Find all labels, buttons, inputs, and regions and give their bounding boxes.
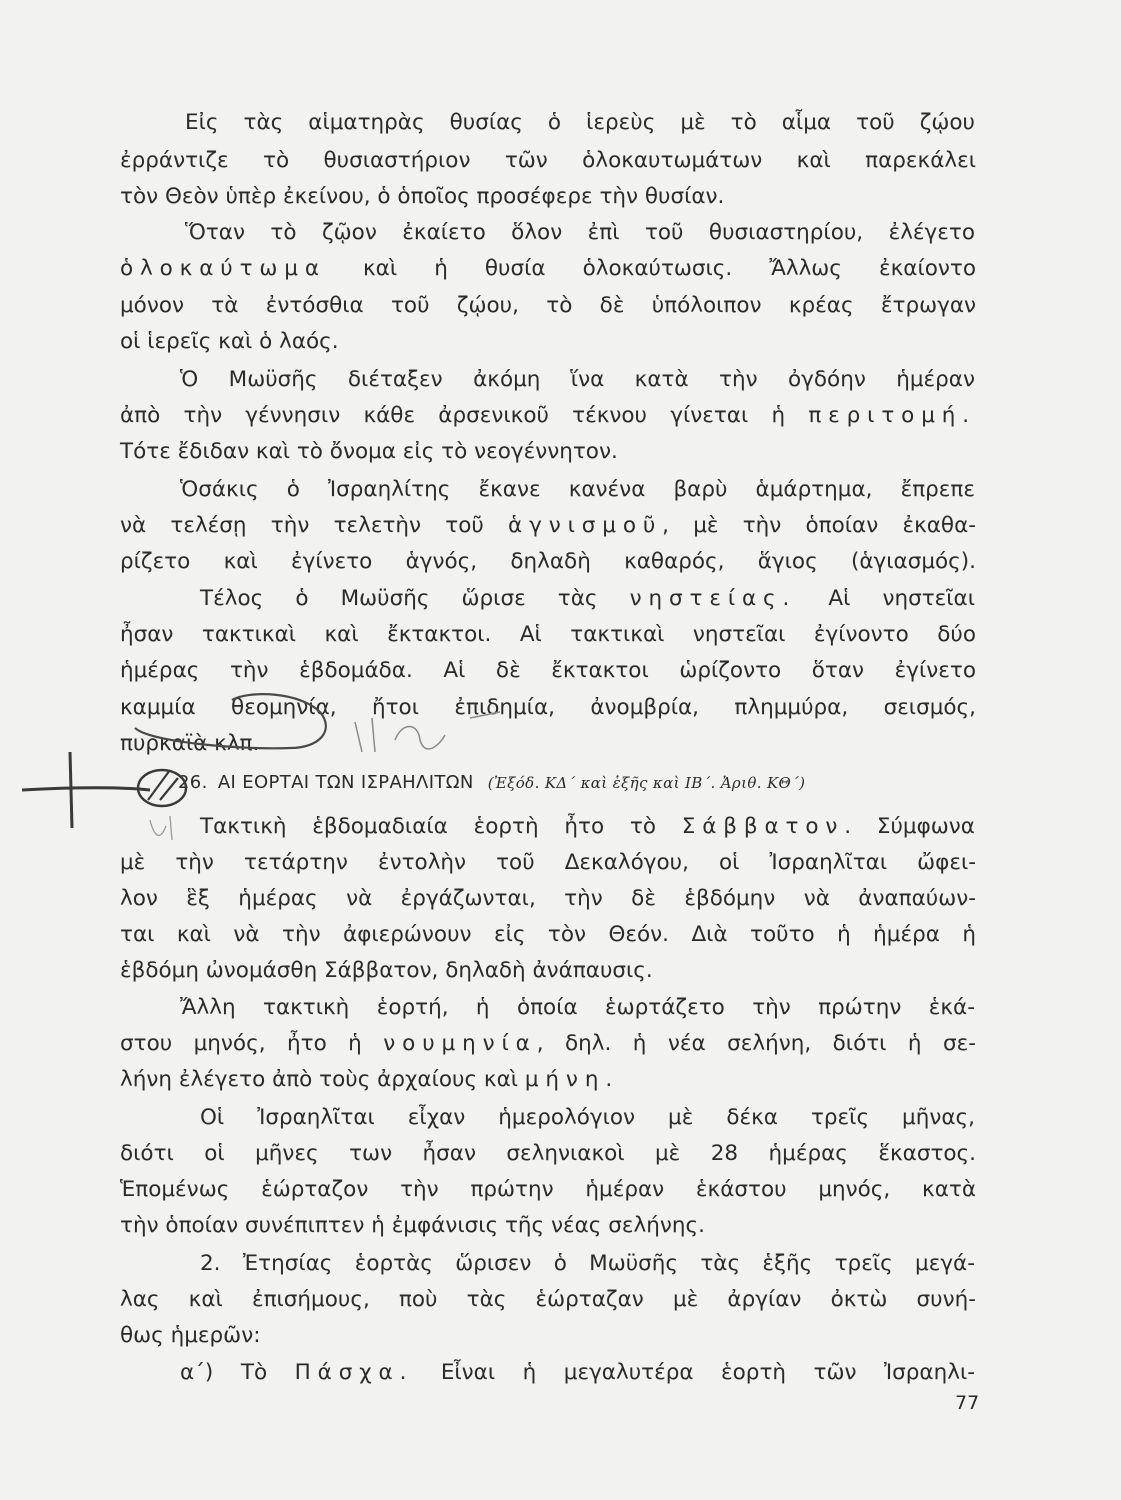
spaced-word-peritome: περιτομή. (808, 403, 976, 428)
text-line-9 (120, 405, 976, 427)
text-line-14 (200, 588, 975, 610)
section-heading (178, 772, 978, 793)
text-line-12-rest: , μὲ τὴν ὁποίαν ἐκαθα- (662, 513, 977, 538)
text-line-17: καμμία θεομηνία, ἤτοι ἐπιδημία, ἀνομβρία, πλημμύρα, σεισμός, (120, 695, 976, 720)
spaced-word-mene: μήνη. (524, 1067, 620, 1092)
spaced-word-pasxa: Πάσχα. (294, 1360, 414, 1385)
text-line-5 (120, 258, 976, 280)
spaced-word-nisteias: νηστείας. (629, 586, 797, 611)
spaced-word-olokautoma: ὁλοκαύτωμα (120, 256, 326, 281)
text-line-20: μὲ τὴν τετάρτην ἐντολὴν τοῦ Δεκαλόγου, οἱ Ἰσραηλῖται ὤφει- (120, 850, 976, 875)
section-number: 26. (178, 772, 208, 793)
text-line-26 (120, 1069, 976, 1091)
text-line-19-start: Τακτικὴ ἑβδομαδιαία ἑορτὴ ἦτο τὸ (200, 814, 656, 839)
text-line-28: διότι οἱ μῆνες των ἦσαν σεληνιακοὶ μὲ 28 ἡμέρας ἕκαστος. (120, 1141, 976, 1166)
text-line-10: Τότε ἔδιδαν καὶ τὸ ὄνομα εἰς τὸ νεογέννητον. (120, 439, 618, 464)
text-line-18: πυρκαϊὰ κλπ. (120, 731, 260, 756)
text-line-5-rest: καὶ ἡ θυσία ὁλοκαύτωσις. Ἄλλως ἐκαίοντο (363, 256, 976, 281)
text-line-4: Ὅταν τὸ ζῷον ἐκαίετο ὅλον ἐπὶ τοῦ θυσιαστηρίου, ἐλέγετο (185, 220, 975, 245)
text-line-1: Εἰς τὰς αἱματηρὰς θυσίας ὁ ἱερεὺς μὲ τὸ αἷμα τοῦ ζῴου (185, 110, 975, 135)
text-line-32: λας καὶ ἐπισήμους, ποὺ τὰς ἑώρταζαν μὲ ἀργίαν ὀκτὼ συνή- (120, 1287, 976, 1312)
text-line-12-start: νὰ τελέσῃ τὴν τελετὴν τοῦ (120, 513, 484, 538)
text-line-31: 2. Ἐτησίας ἑορτὰς ὥρισεν ὁ Μωϋσῆς τὰς ἑξῆς τρεῖς μεγά- (200, 1251, 975, 1276)
text-line-15: ἦσαν τακτικαὶ καὶ ἔκτακτοι. Αἱ τακτικαὶ νηστεῖαι ἐγίνοντο δύο (120, 622, 976, 647)
section-title: ΑΙ ΕΟΡΤΑΙ ΤΩΝ ΙΣΡΑΗΛΙΤΩΝ (217, 772, 474, 793)
text-line-12 (120, 515, 976, 537)
text-line-27: Οἱ Ἰσραηλῖται εἶχαν ἡμερολόγιον μὲ δέκα τρεῖς μῆνας, (200, 1105, 975, 1130)
text-line-19 (200, 816, 975, 838)
text-line-21: λον ἓξ ἡμέρας νὰ ἐργάζωνται, τὴν δὲ ἑβδόμην νὰ ἀναπαύων- (120, 886, 976, 911)
text-line-34-start: α΄) Τὸ (180, 1360, 268, 1385)
spaced-word-sabbaton: Σάββατον (681, 814, 845, 839)
text-line-26-start: λήνη ἐλέγετο ἀπὸ τοὺς ἀρχαίους καὶ (120, 1067, 519, 1092)
text-line-25 (120, 1033, 976, 1055)
text-line-3: τὸν Θεὸν ὑπὲρ ἐκείνου, ὁ ὁποῖος προσέφερε τὴν θυσίαν. (120, 184, 725, 209)
text-line-14-start: Τέλος ὁ Μωϋσῆς ὥρισε τὰς (200, 586, 598, 611)
spaced-word-agnismou: ἁγνισμοῦ (508, 513, 663, 538)
page-number: 77 (955, 1392, 980, 1414)
text-line-22: ται καὶ νὰ τὴν ἀφιερώνουν εἰς τὸν Θεόν. Διὰ τοῦτο ἡ ἡμέρα ἡ (120, 922, 976, 947)
text-line-7: οἱ ἱερεῖς καὶ ὁ λαός. (120, 329, 339, 354)
text-line-23: ἑβδόμη ὠνομάσθη Σάββατον, δηλαδὴ ἀνάπαυσις. (120, 958, 653, 983)
text-line-33: θως ἡμερῶν: (120, 1323, 261, 1348)
text-line-2: ἐρράντιζε τὸ θυσιαστήριον τῶν ὁλοκαυτωμάτων καὶ παρεκάλει (120, 148, 976, 173)
text-line-29: Ἑπομένως ἑώρταζον τὴν πρώτην ἡμέραν ἑκάστου μηνός, κατὰ (120, 1177, 976, 1202)
text-line-25-start: στου μηνός, ἦτο ἡ (120, 1031, 362, 1056)
text-line-6: μόνον τὰ ἐντόσθια τοῦ ζῴου, τὸ δὲ ὑπόλοιπον κρέας ἔτρωγαν (120, 293, 976, 318)
text-line-9-start: ἀπὸ τὴν γέννησιν κάθε ἀρσενικοῦ τέκνου γίνεται ἡ (120, 403, 786, 428)
text-line-25-rest: , δηλ. ἡ νέα σελήνη, διότι ἡ σε- (536, 1031, 976, 1056)
text-line-11: Ὁσάκις ὁ Ἰσραηλίτης ἔκανε κανένα βαρὺ ἁμάρτημα, ἔπρεπε (180, 477, 975, 502)
text-line-14-rest: Αἱ νηστεῖαι (828, 586, 975, 611)
text-line-16: ἡμέρας τὴν ἑβδομάδα. Αἱ δὲ ἔκτακτοι ὡρίζοντο ὅταν ἐγίνετο (120, 658, 976, 683)
text-line-8: Ὁ Μωϋσῆς διέταξεν ἀκόμη ἵνα κατὰ τὴν ὀγδόην ἡμέραν (180, 367, 975, 392)
pencil-tick-mark (148, 770, 178, 800)
text-line-34 (180, 1362, 975, 1384)
text-line-13: ρίζετο καὶ ἐγίνετο ἁγνός, δηλαδὴ καθαρός, ἅγιος (ἁγιασμός). (120, 549, 976, 574)
text-line-19-rest: . Σύμφωνα (844, 814, 975, 839)
scripture-reference: (Ἐξόδ. ΚΔ΄ καὶ ἑξῆς καὶ ΙΒ΄. Ἀριθ. ΚΘ΄) (487, 774, 806, 792)
pencil-small-scribble (150, 816, 172, 840)
text-line-34-rest: Εἶναι ἡ μεγαλυτέρα ἑορτὴ τῶν Ἰσραηλι- (440, 1360, 975, 1385)
text-line-24: Ἄλλη τακτικὴ ἑορτή, ἡ ὁποία ἑωρτάζετο τὴν πρώτην ἑκά- (180, 995, 975, 1020)
pencil-cross-mark (22, 752, 150, 828)
spaced-word-noumenia: νουμηνία (383, 1031, 537, 1056)
text-line-30: τὴν ὁποίαν συνέπιπτεν ἡ ἐμφάνισις τῆς νέας σελήνης. (120, 1213, 705, 1238)
